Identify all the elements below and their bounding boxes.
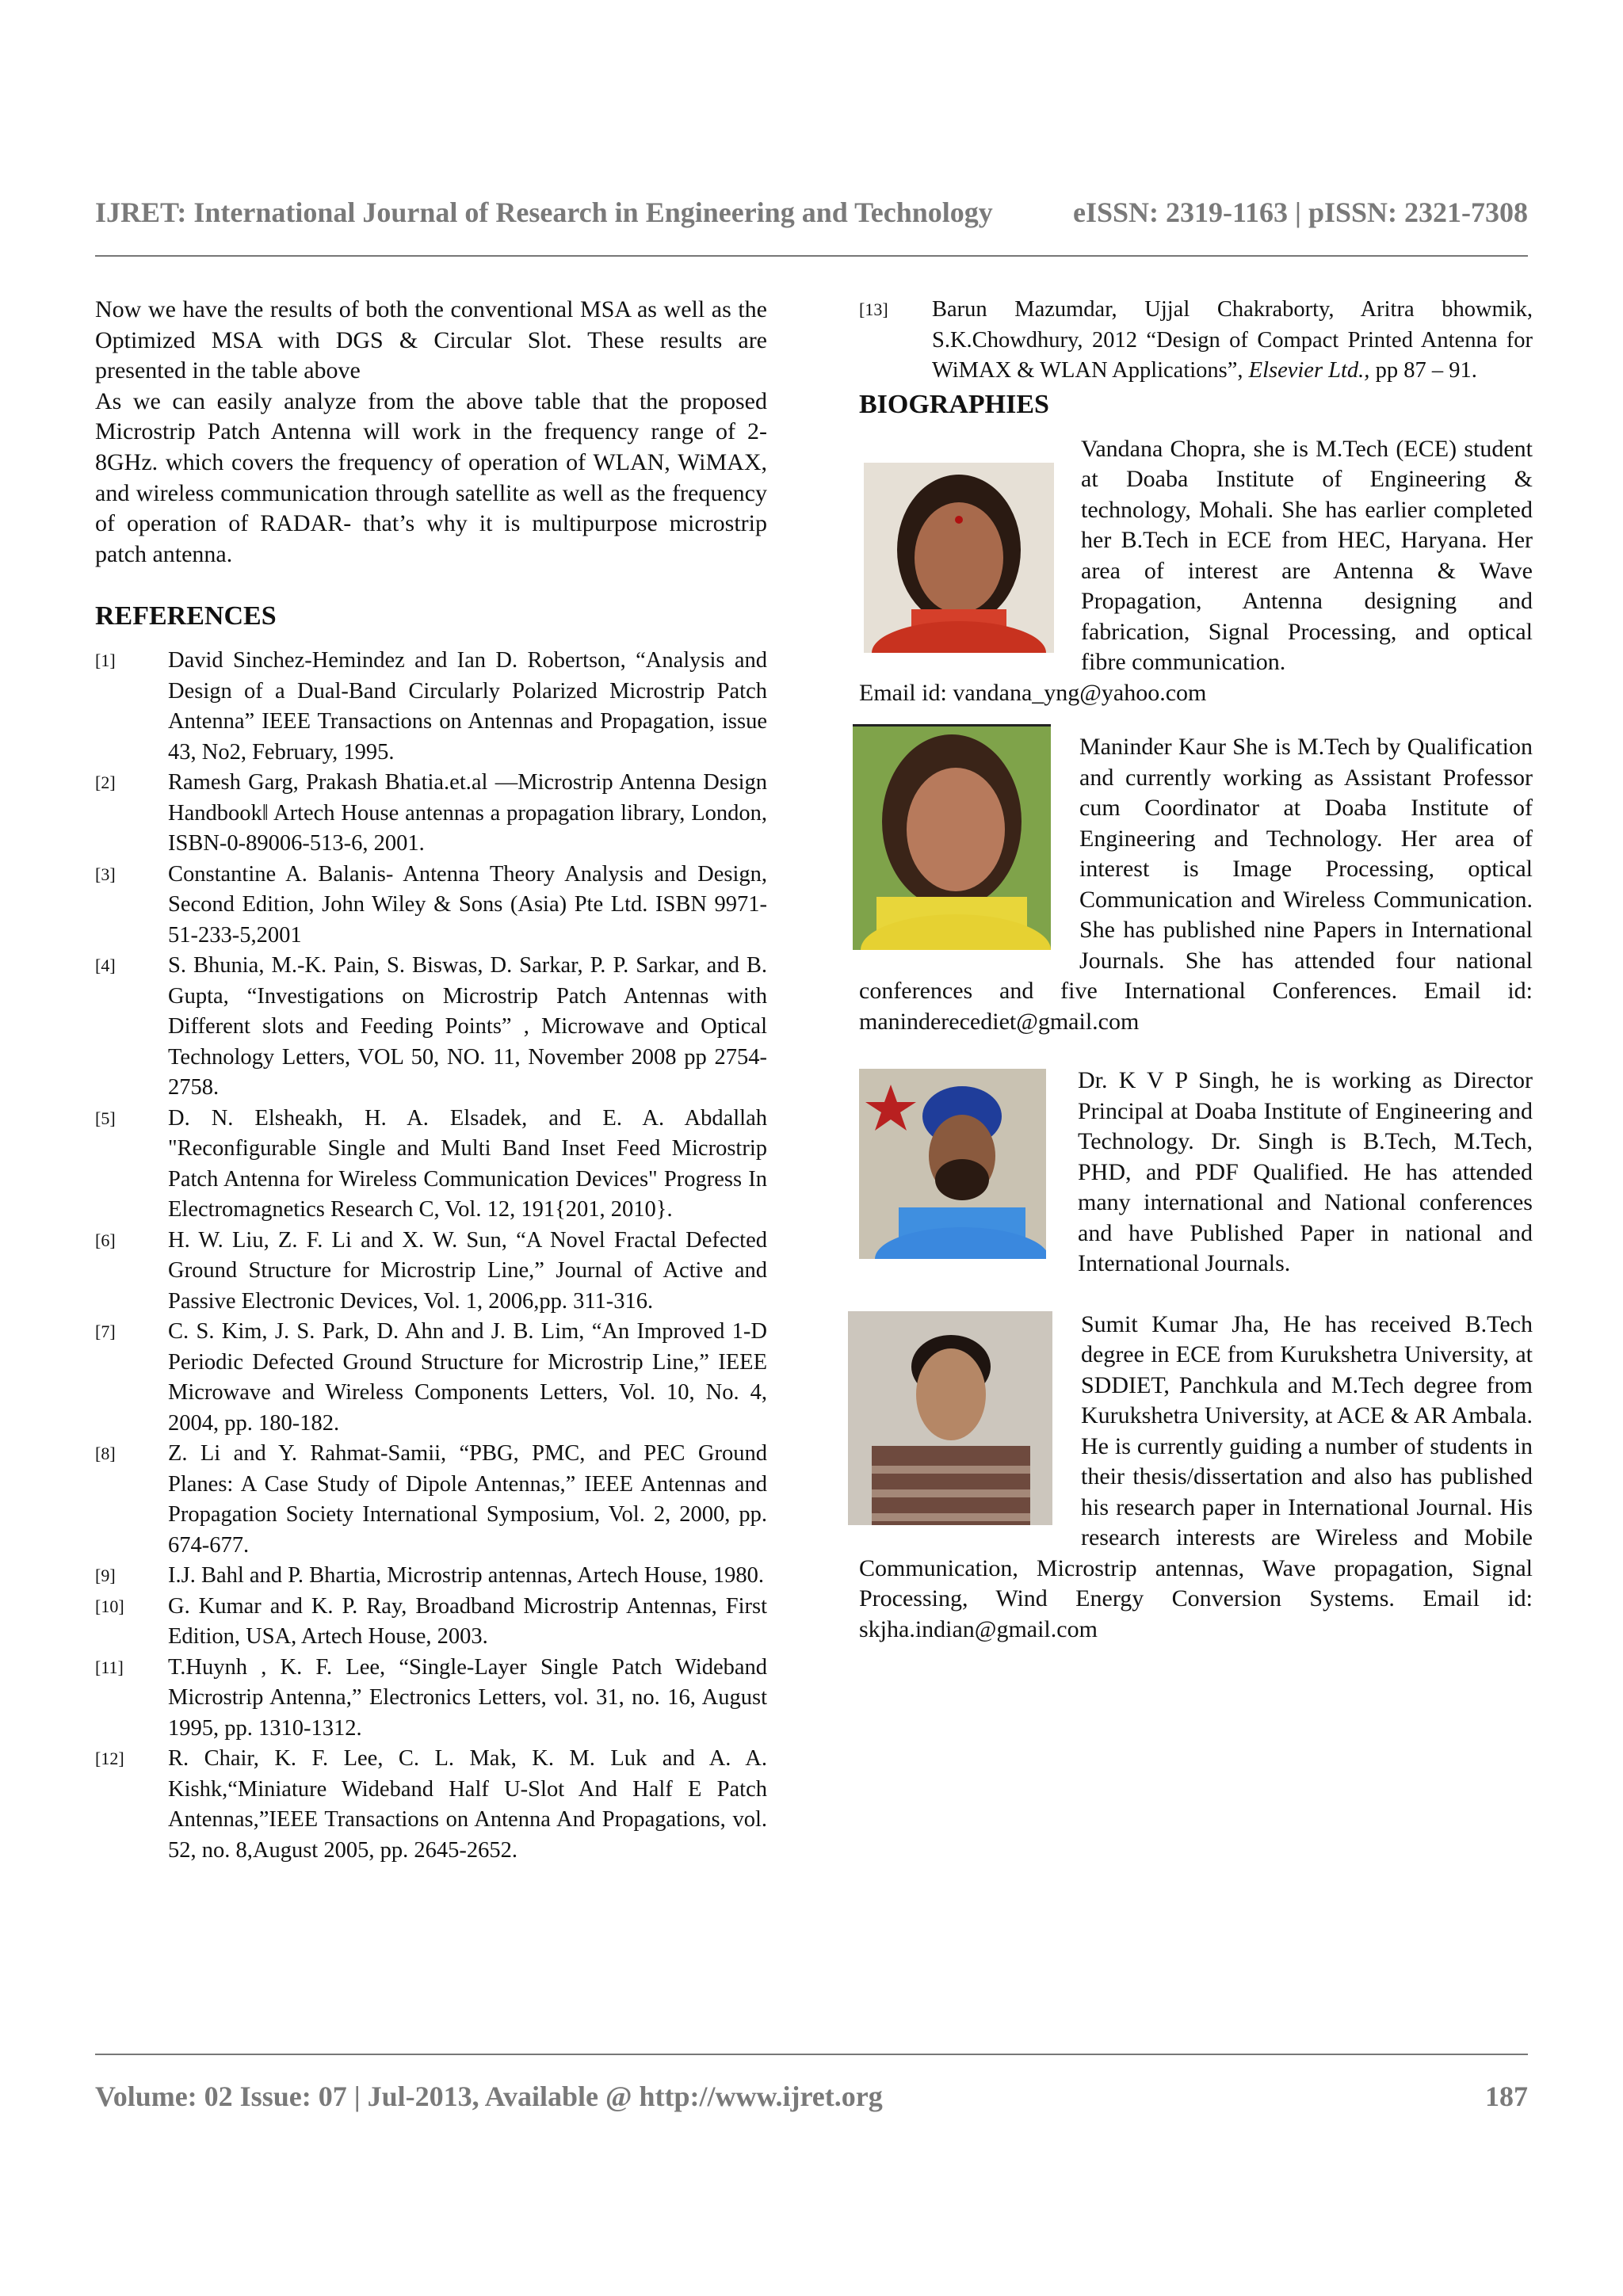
running-header (95, 189, 1528, 236)
reference-text: D. N. Elsheakh, H. A. Elsadek, and E. A. Abdallah "Reconfigurable Single and Multi Band Inset Feed Microstrip Patch Antenna for Wireless Communication Devices" Progress In Electromagnetics Research C, Vol. 12, 191{201, 2010}. (168, 1105, 767, 1222)
reference-item (95, 768, 767, 860)
reference-number: [5] (95, 1108, 116, 1128)
reference-number: [11] (95, 1657, 124, 1677)
reference-item (95, 1592, 767, 1653)
reference-number: [9] (95, 1566, 116, 1586)
header-rule (95, 255, 1528, 257)
reference-text: C. S. Kim, J. S. Park, D. Ahn and J. B. Lim, “An Improved 1-D Periodic Defected Ground Structure for Microstrip Line,” IEEE Microwave and Wireless Components Letters, Vol. 10, No. 4, 2004, pp. 180-182. (168, 1319, 767, 1436)
results-paragraph: Now we have the results of both the conventional MSA as well as the Optimized MSA with DGS & Circular Slot. These results are presented in the table above (95, 296, 767, 384)
reference-text: T.Huynh , K. F. Lee, “Single-Layer Single Patch Wideband Microstrip Antenna,” Electronics Letters, vol. 31, no. 16, August 1995, pp. 1310-1312. (168, 1654, 767, 1741)
reference-item (95, 951, 767, 1104)
reference-text: David Sinchez-Hemindez and Ian D. Robertson, “Analysis and Design of a Dual-Band Circularly Polarized Microstrip Patch Antenna” IEEE Transactions on Antennas and Propagation, issue 43, No2, February, 1995. (168, 648, 767, 765)
reference-item (95, 1104, 767, 1226)
reference-item (95, 646, 767, 768)
analysis-paragraph: As we can easily analyze from the above table that the proposed Microstrip Patch Antenna will work in the frequency range of 2-8GHz. which covers the frequency of operation of WLAN, WiMAX, and wireless communication through satellite as well as the frequency of operation of RADAR- that’s why it is multipurpose microstrip patch antenna. (95, 387, 767, 567)
reference-text (932, 295, 1533, 387)
biography-text: Dr. K V P Singh, he is working as Director Principal at Doaba Institute of Engineering and Technology. Dr. Singh is B.Tech, M.Tech, PHD, and PDF Qualified. He has attended many international and National conferences and have Published Paper in national and International Journals. (1078, 1067, 1533, 1276)
reference-number: [10] (95, 1596, 124, 1616)
issn: eISSN: 2319-1163 | pISSN: 2321-7308 (1073, 196, 1528, 228)
biography-text: Sumit Kumar Jha, He has received B.Tech degree in ECE from Kurukshetra University, at SDDIET, Panchkula and M.Tech degree from Kurukshetra University, at ACE & AR Ambala. He is currently guiding a number of students in their thesis/dissertation and also has published his research paper in International Journal. His research interests are Wireless and Mobile Communication, Microstrip antennas, Wave propagation, Signal Processing, Wind Energy Conversion Systems. Email id: skjha.indian@gmail.com (859, 1310, 1533, 1642)
reference-number: [7] (95, 1322, 116, 1342)
reference-item (95, 1653, 767, 1745)
biography-email: Email id: vandana_yng@yahoo.com (859, 679, 1207, 706)
biography-kvp-singh (859, 1066, 1533, 1280)
footer-rule (95, 2054, 1528, 2055)
reference-item (95, 1744, 767, 1866)
reference-text: Ramesh Garg, Prakash Bhatia.et.al ―Microstrip Antenna Design Handbook‖ Artech House antennas a propagation library, London, ISBN-0-89006-513-6, 2001. (168, 770, 767, 856)
biography-maninder (859, 732, 1533, 1037)
author-photo (848, 1311, 1052, 1525)
reference-number: [12] (95, 1749, 124, 1769)
journal-name: IJRET: International Journal of Research in Engineering and Technology (95, 196, 993, 228)
reference-number: [4] (95, 955, 116, 976)
running-footer (95, 2074, 1528, 2119)
page-number: 187 (1485, 2081, 1528, 2112)
reference-text: Z. Li and Y. Rahmat-Samii, “PBG, PMC, and PEC Ground Planes: A Case Study of Dipole Antennas,” IEEE Antennas and Propagation Society International Symposium, Vol. 2, 2000, pp. 674-677. (168, 1441, 767, 1558)
author-photo (864, 463, 1054, 653)
reference-number: [8] (95, 1444, 116, 1464)
biography-text: Maninder Kaur She is M.Tech by Qualification and currently working as Assistant Professor cum Coordinator at Doaba Institute of Engineering and Technology. Her area of interest is Image Processing, optical Communication and Wireless Communication. She has published nine Papers in International Journals. She has attended four national conferences and five International Conferences. Email id: maninderecediet@gmail.com (859, 734, 1533, 1035)
reference-text: I.J. Bahl and P. Bhartia, Microstrip antennas, Artech House, 1980. (168, 1563, 764, 1589)
volume-info: Volume: 02 Issue: 07 | Jul-2013, Available @ http://www.ijret.org (95, 2081, 883, 2112)
reference-item (95, 860, 767, 952)
left-column (95, 295, 767, 1866)
reference-item (859, 295, 1533, 387)
biography-body: Vandana Chopra, she is M.Tech (ECE) student at Doaba Institute of Engineering & technology, Mohali. She has earlier completed her B.Tech in ECE from HEC, Haryana. Her area of interest are Antenna & Wave Propagation, Antenna designing and fabrication, Signal Processing, and optical fibre communication. (1081, 435, 1533, 675)
reference-pages: pp 87 – 91. (1369, 358, 1477, 383)
reference-item (95, 1226, 767, 1318)
right-column (859, 295, 1533, 1645)
biography-vandana (859, 434, 1533, 709)
reference-text-part: Barun Mazumdar, Ujjal Chakraborty, Aritra bhowmik, S.K.Chowdhury, 2012 “Design of Compact Printed Antenna for WiMAX & WLAN Applications”, (932, 297, 1533, 383)
reference-number: [1] (95, 650, 116, 671)
reference-item (95, 1561, 767, 1592)
reference-number: [6] (95, 1230, 116, 1250)
reference-text: H. W. Liu, Z. F. Li and X. W. Sun, “A Novel Fractal Defected Ground Structure for Microstrip Line,” Journal of Active and Passive Electronic Devices, Vol. 1, 2006,pp. 311-316. (168, 1227, 767, 1314)
reference-text: S. Bhunia, M.-K. Pain, S. Biswas, D. Sarkar, P. P. Sarkar, and B. Gupta, “Investigations on Microstrip Patch Antennas with Different slots and Feeding Points” , Microwave and Optical Technology Letters, VOL 50, NO. 11, November 2008 pp 2754-2758. (168, 953, 767, 1100)
reference-item (95, 1317, 767, 1439)
reference-text: G. Kumar and K. P. Ray, Broadband Microstrip Antennas, First Edition, USA, Artech House, 2003. (168, 1593, 767, 1650)
reference-number: [3] (95, 864, 116, 884)
reference-text: Constantine A. Balanis- Antenna Theory Analysis and Design, Second Edition, John Wiley & Sons (Asia) Pte Ltd. ISBN 9971-51-233-5,2001 (168, 861, 767, 948)
biography-sumit-jha (859, 1310, 1533, 1646)
reference-text: R. Chair, K. F. Lee, C. L. Mak, K. M. Luk and A. A. Kishk,“Miniature Wideband Half U-Slot And Half E Patch Antennas,”IEEE Transactions on Antenna And Propagations, vol. 52, no. 8,August 2005, pp. 2645-2652. (168, 1746, 767, 1863)
reference-item (95, 1439, 767, 1561)
author-photo (853, 724, 1051, 952)
reference-number: [2] (95, 772, 116, 793)
reference-number: [13] (859, 299, 888, 319)
references-heading: REFERENCES (95, 601, 277, 631)
reference-publisher: Elsevier Ltd., (1248, 358, 1370, 383)
author-photo (859, 1069, 1046, 1259)
biographies-heading: BIOGRAPHIES (859, 389, 1049, 419)
